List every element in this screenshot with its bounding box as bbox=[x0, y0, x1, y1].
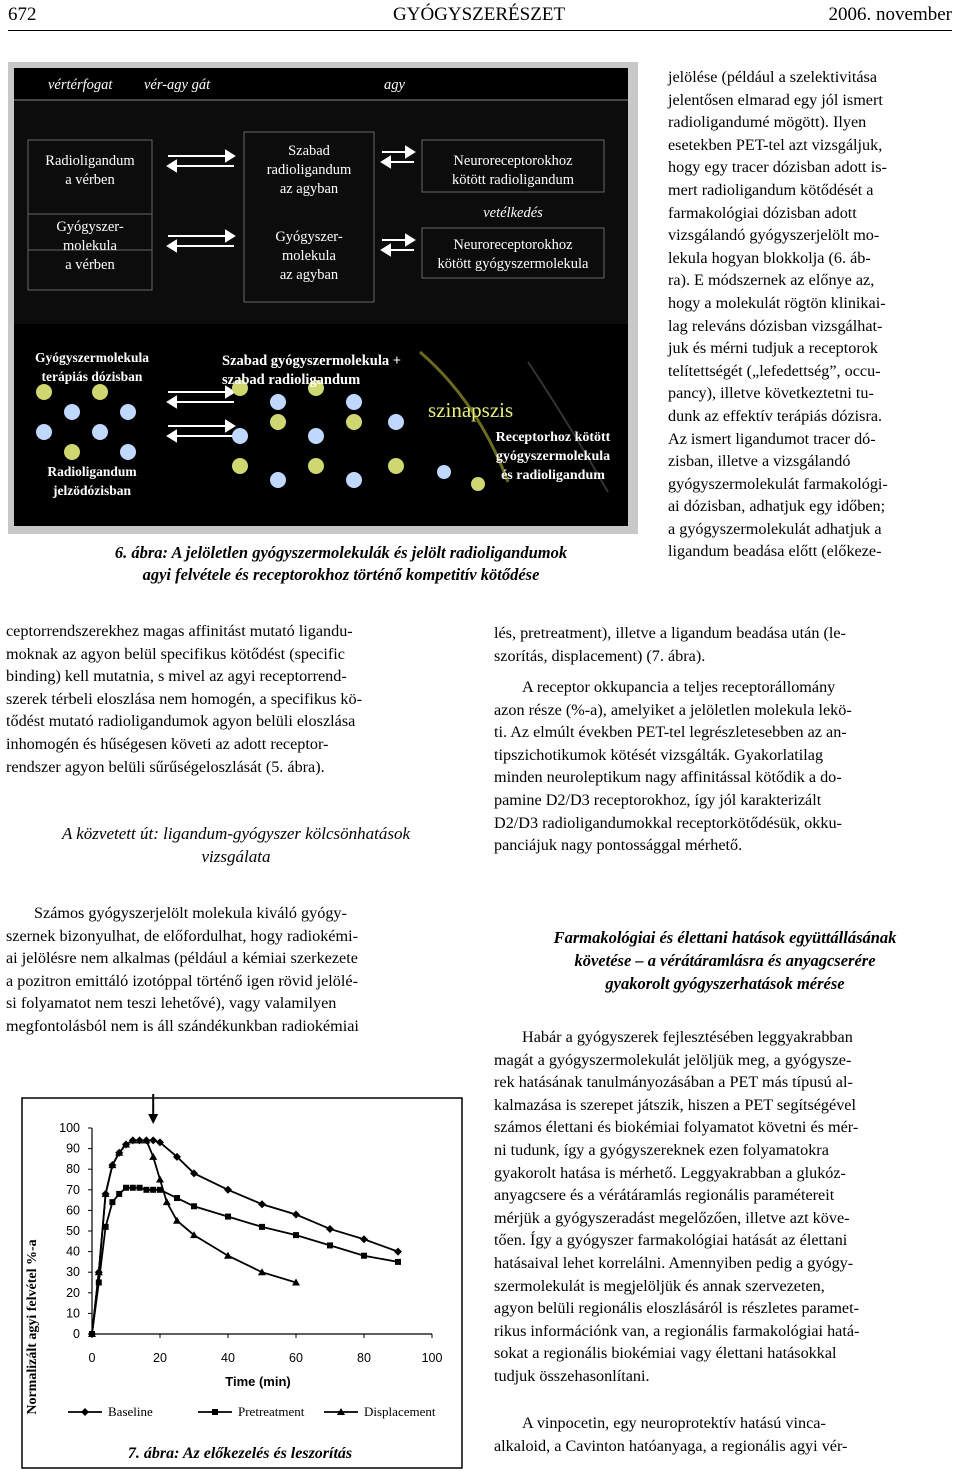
text-line: mérjük a gyógyszeradást megelőzően, illetve azt köve- bbox=[494, 1208, 850, 1227]
free-radioligand-brain-box: Szabad radioligandum az agyban bbox=[266, 143, 352, 197]
journal-title: GYÓGYSZERÉSZET bbox=[393, 4, 566, 25]
right-paragraph-3 bbox=[494, 1026, 956, 1388]
subheading-line: követése – a vérátáramlásra és anyagcserére bbox=[574, 951, 876, 970]
text-line: pamine D2/D3 receptorokhoz, így jól karakterizált bbox=[494, 790, 822, 809]
text-line: magát a gyógyszermolekulát jelöljük meg, a gyógysze- bbox=[494, 1050, 852, 1069]
text-line: panciájuk nagy pontossággal mérhető. bbox=[494, 836, 743, 855]
drug-therapeutic-dose-label: Gyógyszermolekula terápiás dózisban bbox=[35, 350, 149, 384]
y-tick-label: 50 bbox=[66, 1224, 80, 1238]
left-paragraph-2 bbox=[6, 902, 466, 1038]
text-line: megfontolásból nem is áll szándékunkban radiokémiai bbox=[6, 1016, 359, 1035]
data-point bbox=[123, 1185, 129, 1191]
text-line: hogy a molekulát rögtön klinikai- bbox=[668, 293, 886, 312]
x-tick-label: 60 bbox=[289, 1351, 303, 1365]
text-line: alkaloid, a Cavinton hatóanyaga, a regionális agyi vér- bbox=[494, 1436, 848, 1455]
figure-7-caption: 7. ábra: Az előkezelés és leszorítás bbox=[127, 1445, 353, 1462]
text-line: binding) kell mutatnia, s mivel az agyi receptorrend- bbox=[6, 667, 347, 686]
text-line: farmakológiai dózisban adott bbox=[668, 203, 857, 222]
text-line: sokat a regionális biokémiai vagy élettani hatásokkal bbox=[494, 1344, 837, 1363]
label-blood-volume: vértérfogat bbox=[48, 77, 113, 93]
text-line: lés, pretreatment), illetve a ligandum beadása után (le- bbox=[494, 624, 846, 642]
data-point bbox=[130, 1185, 136, 1191]
radioligand-tracer-dose-label: Radioligandum jelzödózisban bbox=[47, 464, 137, 498]
text-line: esetekben PET-tel azt vizsgáljuk, bbox=[668, 135, 883, 154]
text-line: hogy egy tracer dózisban adott is- bbox=[668, 158, 887, 177]
issue-date: 2006. november bbox=[828, 4, 952, 25]
y-tick-label: 0 bbox=[73, 1327, 80, 1341]
text-line: ligandum beadása előtt (előkeze- bbox=[668, 542, 882, 561]
text-line: lag releváns dózisban vizsgálhat- bbox=[668, 316, 883, 335]
text-line: szorítás, displacement) (7. ábra). bbox=[494, 646, 706, 665]
text-line: tődést mutató radioligandumok agyon belüli eloszlása bbox=[6, 712, 356, 731]
text-line: radioligandumé mögött). Ilyen bbox=[668, 113, 867, 132]
text-line: zisban, illetve a vizsgálandó bbox=[668, 452, 851, 471]
x-tick-label: 40 bbox=[221, 1351, 235, 1365]
figure-6-caption: 6. ábra: A jelöletlen gyógyszermolekulák és jelölt radioligandumok agyi felvétele és receptorokhoz történő kompetitív kötődése bbox=[114, 543, 568, 584]
right-subheading bbox=[494, 926, 956, 995]
text-line: számos élettani és biokémiai folyamatot követni és mér- bbox=[494, 1118, 859, 1137]
text-line: ni tudunk, így a gyógyszereknek ezen folyamatokra bbox=[494, 1140, 829, 1159]
right-paragraph-1 bbox=[668, 66, 956, 563]
y-tick-label: 70 bbox=[66, 1182, 80, 1197]
y-tick-label: 80 bbox=[66, 1162, 80, 1177]
text-line: D2/D3 radioligandumokkal receptorkötődésük, okku- bbox=[494, 813, 842, 832]
y-tick-label: 40 bbox=[66, 1244, 80, 1259]
text-line: rek hatásának tanulmányozásában a PET más típusú al- bbox=[494, 1073, 853, 1092]
text-line: minden neuroleptikum nagy affinitással kötődik a do- bbox=[494, 768, 842, 787]
text-line: jelölése (például a szelektivitása bbox=[668, 68, 877, 86]
text-line: ti. Az elmúlt években PET-tel legrészletesebben az an- bbox=[494, 723, 847, 742]
text-line: szernek bizonyulhat, de előfordulhat, hogy radiokémi- bbox=[6, 926, 358, 945]
data-point bbox=[174, 1195, 180, 1201]
text-line: inhomogén és hűségesen követi az adott receptor- bbox=[6, 734, 329, 753]
text-line: tipszichotikumok kötését vizsgálták. Gyakorlatilag bbox=[494, 745, 824, 764]
legend-label: Baseline bbox=[108, 1404, 153, 1419]
text-line: a pozitron emittáló izotóppal történő igen rövid jelölé- bbox=[6, 971, 358, 990]
chart-legend bbox=[68, 1404, 436, 1419]
text-line: tudjuk összehasonlítani. bbox=[494, 1366, 650, 1385]
text-line: A receptor okkupancia a teljes receptorállomány bbox=[522, 678, 836, 696]
text-line: Habár a gyógyszerek fejlesztésében leggyakrabban bbox=[522, 1028, 853, 1046]
text-line: A vinpocetin, egy neuroprotektív hatású vinca- bbox=[522, 1414, 826, 1432]
y-tick-label: 20 bbox=[66, 1285, 80, 1300]
subheading-line: Farmakológiai és élettani hatások együttállásának bbox=[553, 928, 897, 947]
text-line: kalmazása is szerepet játszik, hiszen a PET segítségével bbox=[494, 1095, 856, 1114]
text-line: gyógyszermolekulát farmakológi- bbox=[668, 474, 888, 493]
text-line: telítettségét („lefedettség”, occu- bbox=[668, 361, 881, 380]
text-line: jelentősen elmarad egy jól ismert bbox=[668, 90, 883, 109]
text-line: dunk az effektív terápiás dózisra. bbox=[668, 406, 883, 425]
text-line: szerek térbeli eloszlása nem homogén, a specifikus kö- bbox=[6, 689, 362, 708]
text-line: tően. Így a gyógyszer farmakológiai hatását az élettani bbox=[494, 1231, 848, 1250]
text-line: lekula hogyan blokkolja (6. áb- bbox=[668, 248, 871, 267]
label-bbb: vér-agy gát bbox=[144, 77, 211, 93]
text-line: hatásaival lehet korrelálni. Amennyiben pedig a gyógy- bbox=[494, 1253, 854, 1272]
data-point bbox=[150, 1187, 156, 1193]
drug-brain-box: Gyógyszer- molekula az agyban bbox=[275, 229, 343, 283]
x-axis-label: Time (min) bbox=[225, 1374, 291, 1389]
text-line: juk és mérni tudjuk a receptorok bbox=[668, 339, 878, 358]
subheading-line: vizsgálata bbox=[201, 847, 271, 866]
left-subheading bbox=[6, 822, 466, 868]
free-mix-label: Szabad gyógyszermolekula + szabad radioligandum bbox=[222, 353, 402, 388]
legend-label: Pretreatment bbox=[238, 1404, 305, 1419]
text-line: Az ismert ligandumot tracer dó- bbox=[668, 429, 876, 448]
legend-label: Displacement bbox=[364, 1404, 436, 1419]
text-line: szermolekulát is megjelöljük és annak szervezeten, bbox=[494, 1276, 825, 1295]
text-line: rikus információnk van, a regionális farmakológiai hatá- bbox=[494, 1321, 860, 1340]
right-paragraph-2 bbox=[494, 676, 956, 857]
text-line: vizsgálandó gyógyszerjelölt mo- bbox=[668, 226, 880, 245]
receptor-bound-mix-label: Receptorhoz kötött gyógyszermolekula és radioligandum bbox=[495, 430, 611, 483]
data-point bbox=[293, 1232, 299, 1238]
y-tick-label: 60 bbox=[66, 1203, 80, 1218]
figure-6 bbox=[8, 62, 638, 534]
header-rule bbox=[8, 30, 952, 31]
text-line: ra). E módszernek az előnye az, bbox=[668, 271, 875, 290]
text-line: anyagcsere és a vérátáramlás regionális paramétereit bbox=[494, 1186, 835, 1205]
data-point bbox=[143, 1187, 149, 1193]
text-line: si folyamatot nem teszi lehetővé), vagy valamilyen bbox=[6, 994, 337, 1013]
data-point bbox=[116, 1191, 122, 1197]
x-tick-label: 0 bbox=[88, 1351, 96, 1365]
figure-7-chart bbox=[8, 1092, 468, 1472]
radioligand-blood-box: Radioligandum a vérben bbox=[45, 153, 135, 188]
right-paragraph-4 bbox=[494, 1412, 956, 1457]
text-line: gyakorolt hatása is mérhető. Leggyakrabban a glukóz- bbox=[494, 1163, 846, 1182]
synapse-label: szinapszis bbox=[428, 398, 514, 422]
drug-blood-box: Gyógyszer- molekula a vérben bbox=[56, 219, 124, 273]
legend-marker bbox=[212, 1409, 218, 1415]
data-point bbox=[259, 1224, 265, 1230]
text-line: agyon belüli regionális eloszlásáról is részletes paramet- bbox=[494, 1299, 859, 1318]
subheading-line: A közvetett út: ligandum-gyógyszer kölcsönhatások bbox=[61, 824, 411, 843]
right-paragraph-1-continued bbox=[494, 622, 956, 667]
receptor-bound-drug-box: Neuroreceptorokhoz kötött gyógyszermolekula bbox=[437, 237, 589, 272]
subheading-line: gyakorolt gyógyszerhatások mérése bbox=[605, 974, 845, 993]
y-tick-label: 100 bbox=[59, 1121, 80, 1135]
text-line: ai dózisban, adhatjuk egy időben; bbox=[668, 497, 886, 516]
data-point bbox=[225, 1214, 231, 1220]
receptor-bound-radioligand-box: Neuroreceptorokhoz kötött radioligandum bbox=[451, 153, 575, 188]
text-line: rendszer agyon belüli sűrűségeloszlását (5. ábra). bbox=[6, 757, 325, 776]
left-paragraph-1 bbox=[6, 620, 466, 778]
y-tick-label: 10 bbox=[66, 1306, 80, 1321]
text-line: a gyógyszermolekulát adhatjuk a bbox=[668, 519, 882, 538]
text-line: ceptorrendszerekhez magas affinitást mutató ligandu- bbox=[6, 622, 353, 640]
text-line: pancy), illetve következtetni tu- bbox=[668, 384, 874, 403]
text-line: moknak az agyon belül specifikus kötődést (specific bbox=[6, 644, 345, 663]
x-tick-label: 100 bbox=[421, 1351, 443, 1365]
data-point bbox=[327, 1242, 333, 1248]
x-tick-label: 20 bbox=[153, 1351, 167, 1365]
figure-7 bbox=[8, 1092, 468, 1472]
text-line: Számos gyógyszerjelölt molekula kiváló gyógy- bbox=[34, 904, 347, 922]
data-point bbox=[395, 1259, 401, 1265]
text-line: ai jelölésre nem alkalmas (például a kémiai szerkezete bbox=[6, 949, 358, 968]
page-number: 672 bbox=[8, 4, 37, 25]
competition-label: vetélkedés bbox=[483, 205, 543, 221]
y-tick-label: 30 bbox=[66, 1265, 80, 1280]
label-brain: agy bbox=[384, 77, 405, 93]
data-point bbox=[109, 1199, 115, 1205]
text-line: azon része (%-a), amelyiket a jelöletlen molekula lekö- bbox=[494, 700, 852, 719]
x-tick-label: 80 bbox=[357, 1351, 371, 1365]
page-header bbox=[8, 4, 952, 26]
y-tick-label: 90 bbox=[66, 1141, 80, 1156]
data-point bbox=[361, 1253, 367, 1259]
y-axis-label: Normalizált agyi felvétel %-a bbox=[25, 1239, 40, 1415]
text-line: mert radioligandum kötődését a bbox=[668, 180, 874, 199]
data-point bbox=[191, 1203, 197, 1209]
data-point bbox=[137, 1185, 143, 1191]
